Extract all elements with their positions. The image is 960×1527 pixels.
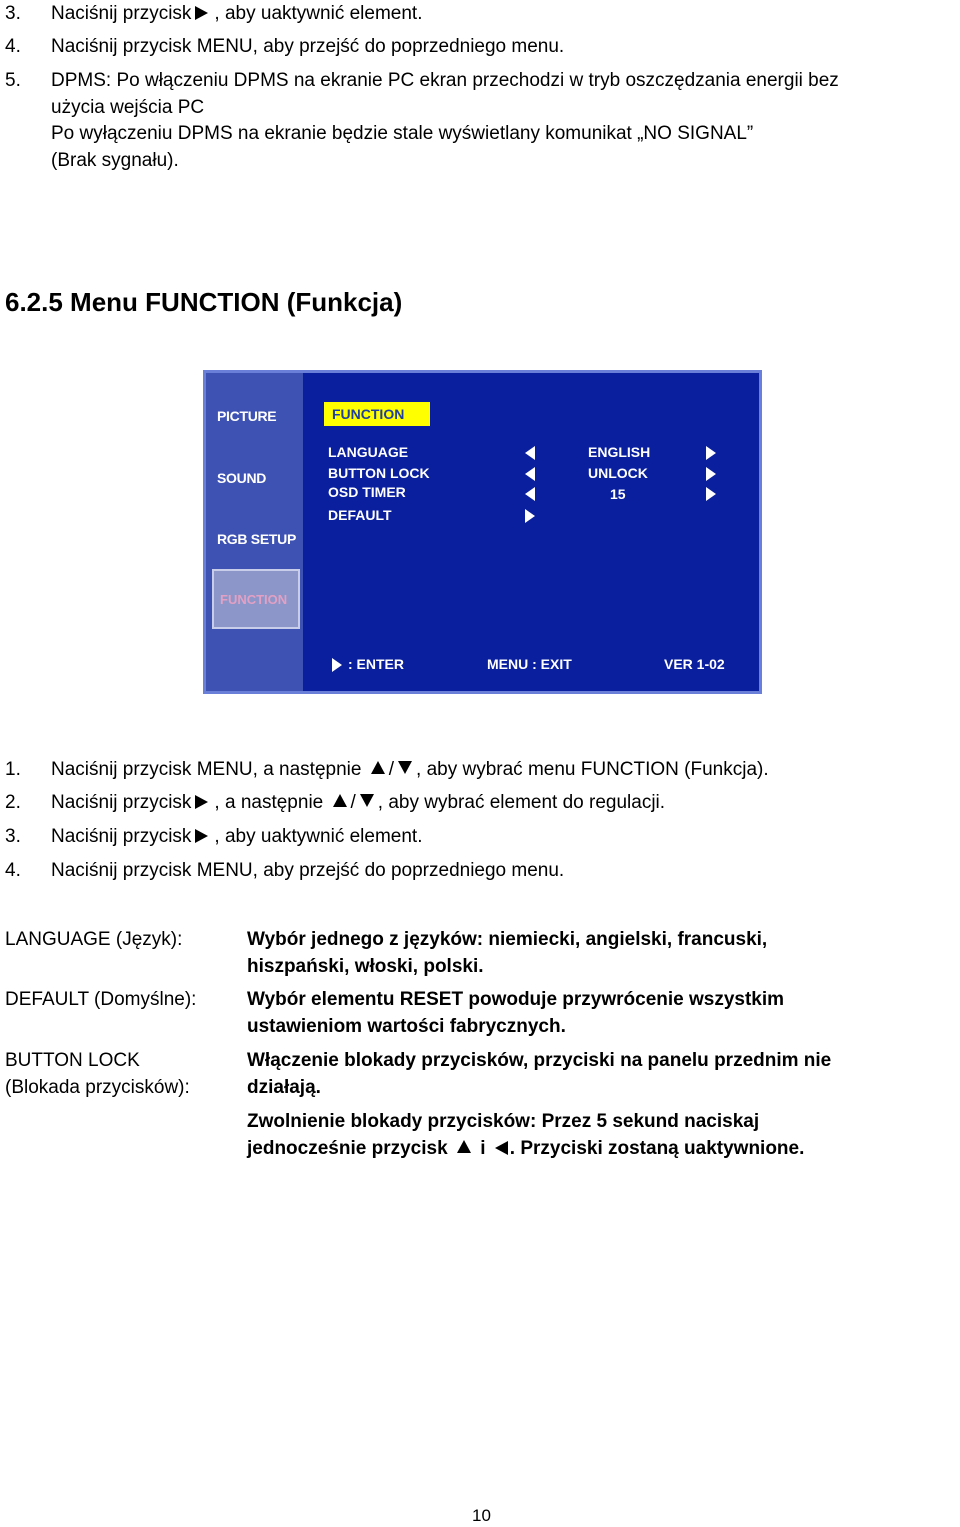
osd-footer-menu-exit: MENU : EXIT bbox=[487, 656, 572, 672]
section-heading: 6.2.5 Menu FUNCTION (Funkcja) bbox=[5, 287, 403, 317]
down-arrow-icon bbox=[360, 794, 374, 807]
osd-function-menu-screenshot bbox=[203, 370, 762, 694]
osd-menu-title: FUNCTION bbox=[324, 402, 430, 426]
down-arrow-icon bbox=[398, 761, 412, 774]
osd-row-osd-timer-label: OSD TIMER bbox=[328, 484, 406, 500]
right-arrow-icon bbox=[332, 658, 342, 672]
up-arrow-icon bbox=[457, 1140, 471, 1153]
osd-sidebar-picture: PICTURE bbox=[217, 408, 277, 424]
right-arrow-icon bbox=[525, 509, 535, 523]
osd-row-default-label: DEFAULT bbox=[328, 507, 392, 523]
up-arrow-icon bbox=[371, 761, 385, 774]
def-language-term: LANGUAGE (Język): bbox=[5, 929, 183, 950]
right-arrow-icon bbox=[706, 487, 716, 501]
osd-sidebar bbox=[206, 373, 303, 691]
right-arrow-icon bbox=[706, 446, 716, 460]
left-arrow-icon bbox=[525, 467, 535, 481]
def-default-term: DEFAULT (Domyślne): bbox=[5, 989, 197, 1010]
right-arrow-icon bbox=[195, 6, 208, 20]
osd-sidebar-rgb-setup: RGB SETUP bbox=[217, 531, 296, 547]
osd-sidebar-function-active: FUNCTION bbox=[212, 569, 300, 629]
osd-footer-enter: : ENTER bbox=[348, 656, 404, 672]
up-arrow-icon bbox=[333, 794, 347, 807]
osd-row-language-label: LANGUAGE bbox=[328, 444, 409, 460]
left-arrow-icon bbox=[525, 487, 535, 501]
page-number: 10 bbox=[472, 1506, 491, 1525]
osd-row-osd-timer-value: 15 bbox=[610, 486, 626, 502]
osd-row-button-lock-label: BUTTON LOCK bbox=[328, 465, 430, 481]
def-language-desc: Wybór jednego z języków: niemiecki, angielski, francuski, hiszpański, włoski, polski. bbox=[247, 929, 768, 977]
osd-row-language-value: ENGLISH bbox=[588, 444, 651, 460]
osd-row-button-lock-value: UNLOCK bbox=[588, 465, 648, 481]
left-arrow-icon bbox=[495, 1141, 508, 1155]
def-button-lock-desc: Włączenie blokady przycisków, przyciski na panelu przednim nie działają. Zwolnienie blokady przycisków: Przez 5 sekund naciskaj jednocześnie przycisk i . Przyciski zostaną uaktywnione. bbox=[247, 1050, 832, 1159]
right-arrow-icon bbox=[195, 795, 208, 809]
osd-footer-version: VER 1-02 bbox=[664, 656, 725, 672]
left-arrow-icon bbox=[525, 446, 535, 460]
def-default-desc: Wybór elementu RESET powoduje przywrócenie wszystkim ustawieniom wartości fabrycznych. bbox=[247, 989, 785, 1037]
def-button-lock-term: BUTTON LOCK (Blokada przycisków): bbox=[5, 1050, 190, 1098]
osd-sidebar-sound: SOUND bbox=[217, 470, 267, 486]
right-arrow-icon bbox=[706, 467, 716, 481]
right-arrow-icon bbox=[195, 829, 208, 843]
